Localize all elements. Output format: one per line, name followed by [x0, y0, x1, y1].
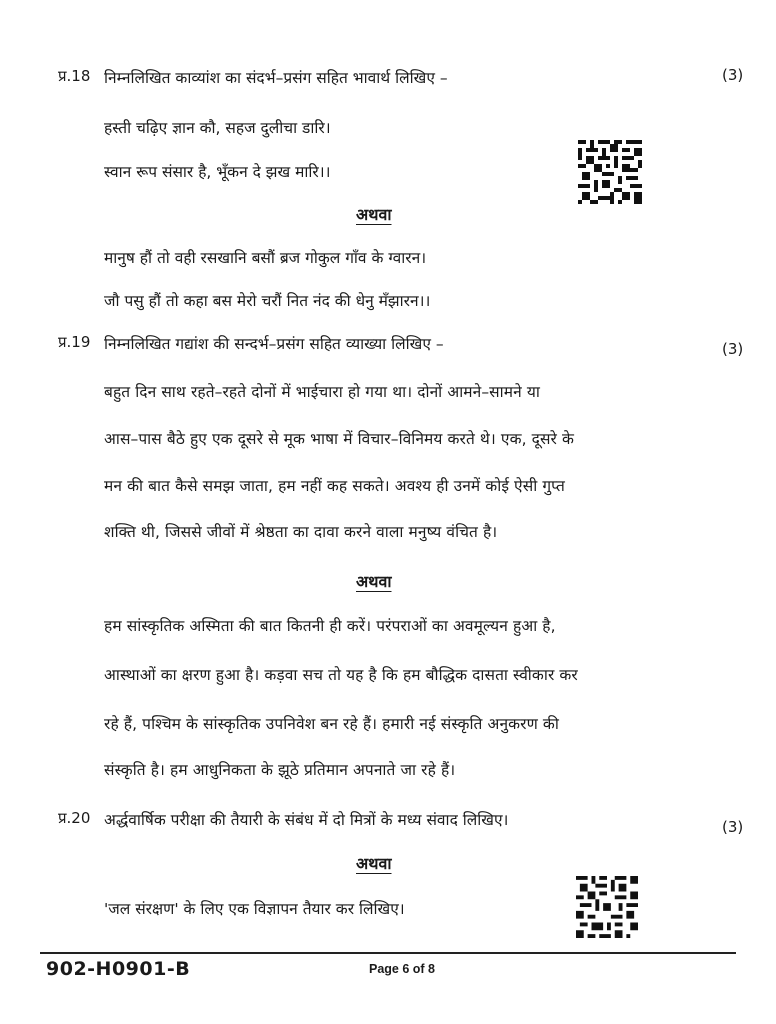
q20-or-label: अथवा — [356, 854, 392, 873]
paper-code: 902-H0901-B — [46, 958, 191, 980]
q18-question: निम्नलिखित काव्यांश का संदर्भ–प्रसंग सहित भावार्थ लिखिए – — [104, 69, 448, 87]
q19-alt-line-4: संस्कृति है। हम आधुनिकता के झूठे प्रतिमान अपनाते जा रहे हैं। — [104, 761, 456, 779]
q19-marks: (3) — [722, 340, 744, 358]
q19-question: निम्नलिखित गद्यांश की सन्दर्भ–प्रसंग सहित व्याख्या लिखिए – — [104, 335, 444, 353]
q19-alt-line-1: हम सांस्कृतिक अस्मिता की बात कितनी ही करें। परंपराओं का अवमूल्यन हुआ है, — [104, 617, 556, 635]
q19-para-line-2: आस–पास बैठे हुए एक दूसरे से मूक भाषा में विचार–विनिमय करते थे। एक, दूसरे के — [104, 430, 575, 448]
q20-alt-question: 'जल संरक्षण' के लिए एक विज्ञापन तैयार कर लिखिए। — [104, 900, 405, 918]
q18-line-2: स्वान रूप संसार है, भूँकन दे झख मारि।। — [104, 163, 331, 181]
q19-number: प्र.19 — [58, 333, 91, 351]
q18-alt-line-2: जौ पसु हौं तो कहा बस मेरो चरौं नित नंद की धेनु मँझारन।। — [104, 292, 431, 310]
q18-number: प्र.18 — [58, 67, 91, 85]
q18-line-1: हस्ती चढ़िए ज्ञान कौ, सहज दुलीचा डारि। — [104, 119, 331, 137]
q19-para-line-4: शक्ति थी, जिससे जीवों में श्रेष्ठता का दावा करने वाला मनुष्य वंचित है। — [104, 523, 498, 541]
q18-alt-line-1: मानुष हौं तो वही रसखानि बसौं ब्रज गोकुल गाँव के ग्वारन। — [104, 249, 427, 267]
q20-marks: (3) — [722, 818, 744, 836]
qr-code-icon — [578, 140, 642, 204]
q19-para-line-1: बहुत दिन साथ रहते–रहते दोनों में भाईचारा हो गया था। दोनों आमने–सामने या — [104, 383, 540, 401]
qr-code-icon — [576, 876, 638, 938]
q19-or-label: अथवा — [356, 572, 392, 591]
q19-para-line-3: मन की बात कैसे समझ जाता, हम नहीं कह सकते। अवश्य ही उनमें कोई ऐसी गुप्त — [104, 477, 565, 495]
page-number: Page 6 of 8 — [369, 962, 435, 976]
q18-marks: (3) — [722, 66, 744, 84]
footer-rule — [40, 952, 736, 954]
q20-number: प्र.20 — [58, 809, 91, 827]
q18-or-label: अथवा — [356, 205, 392, 224]
q19-alt-line-2: आस्थाओं का क्षरण हुआ है। कड़वा सच तो यह है कि हम बौद्धिक दासता स्वीकार कर — [104, 666, 578, 684]
q20-question: अर्द्धवार्षिक परीक्षा की तैयारी के संबंध में दो मित्रों के मध्य संवाद लिखिए। — [104, 811, 509, 829]
q19-alt-line-3: रहे हैं, पश्चिम के सांस्कृतिक उपनिवेश बन रहे हैं। हमारी नई संस्कृति अनुकरण की — [104, 715, 559, 733]
